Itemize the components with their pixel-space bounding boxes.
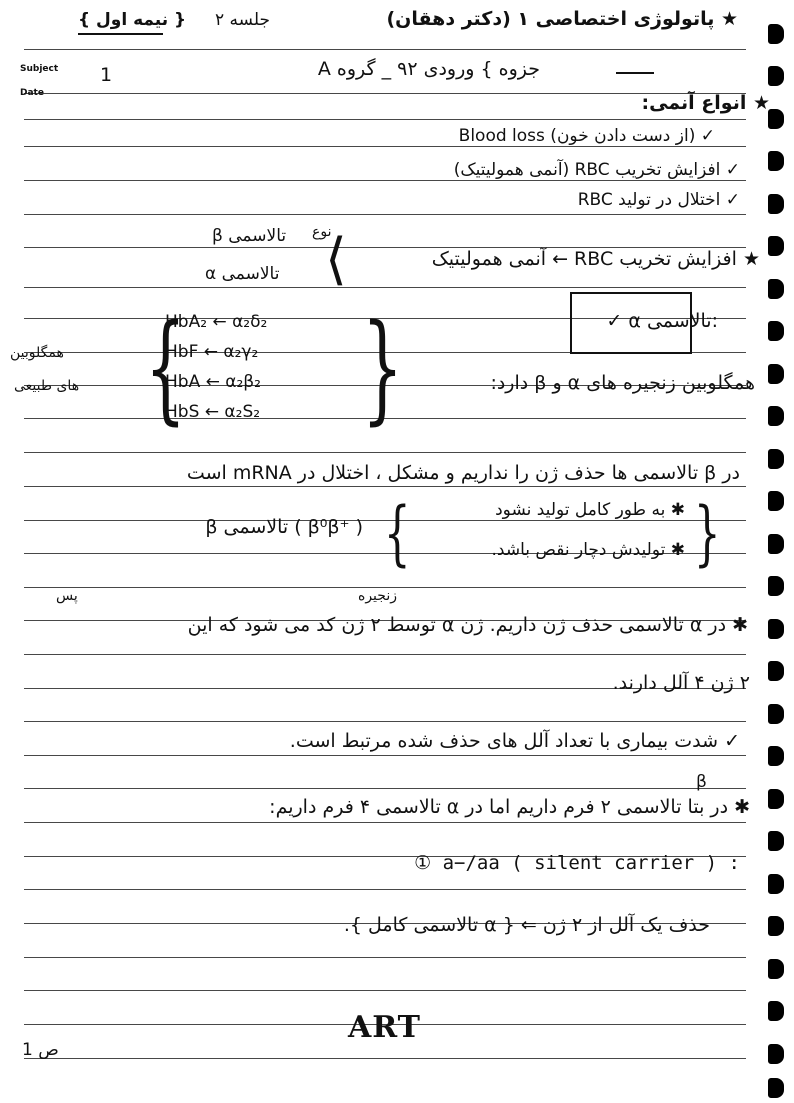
chain-line: همگلوبین زنجیره های α و β دارد: [490, 372, 755, 394]
anemia-type-2: ✓ افزایش تخریب RBC (آنمی همولیتیک) [453, 160, 740, 180]
anemia-type-3: ✓ اختلال در تولید RBC [577, 190, 740, 210]
subject-number: 1 [100, 64, 113, 86]
beta-right-brace: } [693, 492, 721, 574]
alpha-note-chain: زنجیره [358, 588, 397, 604]
session-label: جلسه ۲ [215, 10, 270, 30]
beta-annotation: β [696, 772, 707, 792]
forms-line: ✱ در بتا تالاسمی ۲ فرم داریم اما در α تالاسمی ۴ فرم داریم: [269, 796, 750, 818]
hb-item-4: HbS ← α₂S₂ [165, 402, 261, 422]
hb-side-label-2: های طبیعی [14, 378, 80, 394]
hemolytic-line: ★ افزایش تخریب RBC ← آنمی همولیتیک [431, 248, 760, 270]
hb-item-2: HbF ← α₂γ₂ [165, 342, 259, 362]
branch-alpha-thal: α تالاسمی [205, 264, 280, 284]
beta-left-brace: { [383, 492, 411, 574]
page-mark: ص 1 [22, 1040, 59, 1060]
anemia-types-heading: ★ انواع آنمی: [641, 92, 770, 114]
subject-text: جزوه } ورودی ۹۲ _ گروه A [317, 58, 540, 80]
anemia-type-1: Blood loss (از دست دادن خون) ✓ [458, 126, 715, 146]
date-field-label: Date [20, 88, 44, 98]
heading-overline [616, 72, 654, 74]
half-label-underline [78, 33, 163, 35]
beta-types: β تالاسمی ( β⁰β⁺ ) [205, 516, 363, 538]
subject-field-label: Subject [20, 64, 59, 74]
alpha-thal-line-2: ۲ ژن ۴ آلل دارند. [612, 672, 750, 694]
form-1-description: حذف یک آلل از ۲ ژن ⇐ { α تالاسمی کامل }. [343, 914, 710, 936]
severity-line: ✓ شدت بیماری با تعداد آلل های حذف شده مرتبط است. [289, 730, 740, 752]
art-logo: ART [348, 1010, 422, 1045]
alpha-thal-line-1: ✱ در α تالاسمی حذف ژن داریم. ژن α توسط ۲ ژن کد می شود که این [187, 614, 748, 636]
hb-item-3: HbA ← α₂β₂ [165, 372, 261, 392]
type-note: نوع [312, 224, 332, 240]
hb-right-brace: } [361, 298, 404, 436]
alpha-note-then: پس [56, 588, 78, 604]
hb-item-1: HbA₂ ← α₂δ₂ [165, 312, 268, 332]
beta-bullet-1: ✱ به طور کامل تولید نشود [495, 500, 685, 520]
branch-beta-thal: β تالاسمی [212, 226, 287, 246]
binder-holes [762, 14, 784, 1094]
branch-brace: ⟨ [325, 227, 347, 292]
hb-side-label-1: همگلوبین [10, 345, 64, 361]
beta-bullet-2: ✱ تولیدش دچار نقص باشد. [491, 540, 685, 560]
hb-left-brace: { [144, 298, 187, 436]
form-1-line: ① a−/aa ( silent carrier ) : [414, 852, 740, 874]
half-label: { نیمه اول } [78, 10, 187, 30]
alpha-thal-box-label: ✓ α تالاسمی: [606, 310, 718, 332]
page-title: ★ پاتولوژی اختصاصی ۱ (دکتر دهقان) [386, 8, 738, 30]
beta-thal-line: در β تالاسمی ها حذف ژن را نداریم و مشکل ، اختلال در mRNA است [186, 462, 740, 484]
